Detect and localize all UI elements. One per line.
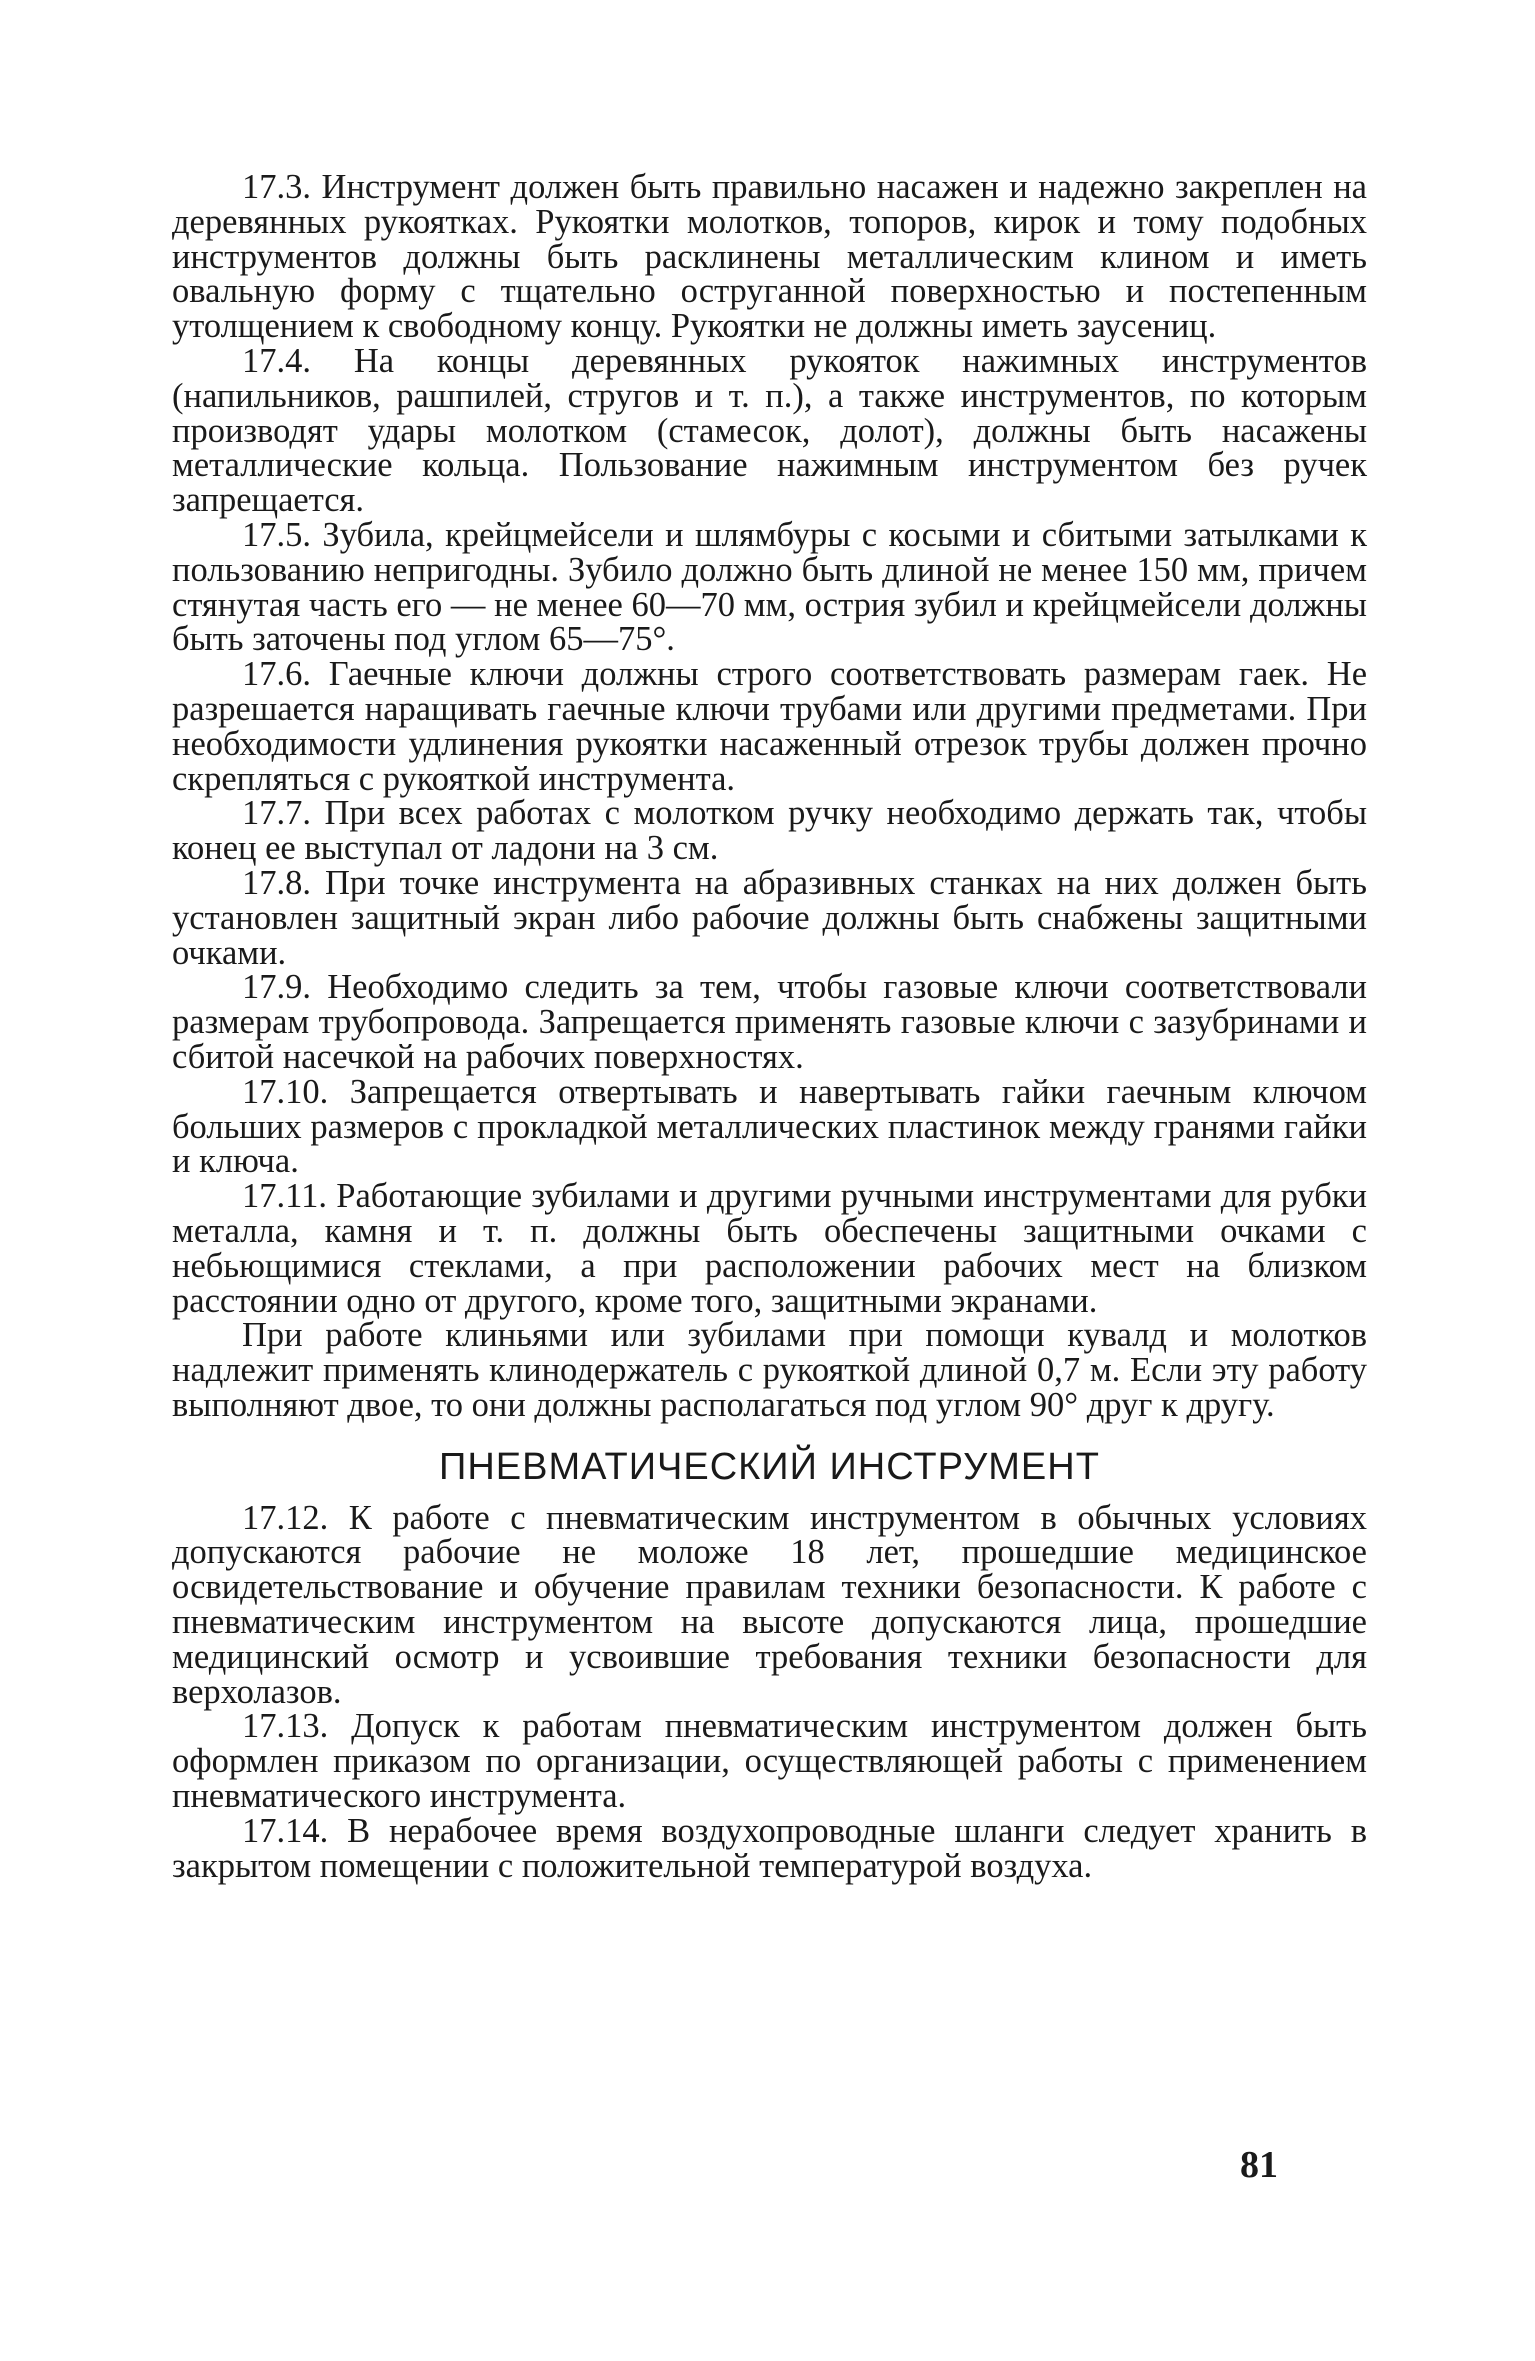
paragraph-17-8 (172, 863, 1367, 972)
clause-number: 17.10. (242, 1072, 329, 1111)
clause-text: При работе клиньями или зубилами при помощи кувалд и молотков надлежит применять клинодержатель с рукояткой длиной 0,7 м. Если эту работу выполняют двое, то они должны располагаться под углом 90° друг к другу. (172, 1316, 1367, 1424)
paragraph-17-13 (172, 1707, 1367, 1816)
clause-number: 17.9. (242, 968, 311, 1007)
clause-text: При точке инструмента на абразивных станках на них должен быть установлен защитный экран либо рабочие должны быть снабжены защитными очками. (172, 863, 1367, 972)
page-number: 81 (1240, 2144, 1278, 2186)
clause-text: Гаечные ключи должны строго соответствовать размерам гаек. Не разрешается наращивать гаечные ключи трубами или другими предметами. При необходимости удлинения рукоятки насаженный отрезок трубы должен прочно скрепляться с рукояткой инструмента. (172, 655, 1368, 798)
clause-number: 17.5. (242, 515, 311, 554)
clause-number: 17.12. (242, 1498, 329, 1537)
paragraph-17-4 (172, 341, 1367, 520)
clause-number: 17.13. (242, 1707, 329, 1746)
clause-text: Работающие зубилами и другими ручными инструментами для рубки металла, камня и т. п. должны быть обеспечены защитными очками с небьющимися стеклами, а при расположении рабочих мест на близком расстоянии одно от другого, кроме того, защитными экранами. (172, 1177, 1367, 1320)
clause-text: Необходимо следить за тем, чтобы газовые ключи соответствовали размерам трубопровода. Запрещается применять газовые ключи с зазубринами и сбитой насечкой на рабочих поверхностях. (172, 968, 1368, 1076)
section-heading: ПНЕВМАТИЧЕСКИЙ ИНСТРУМЕНТ (439, 1445, 1100, 1488)
paragraph-17-12 (172, 1498, 1367, 1711)
clause-text: Запрещается отвертывать и навертывать гайки гаечным ключом больших размеров с прокладкой металлических пластинок между гранями гайки и ключа. (172, 1072, 1368, 1181)
paragraph-17-11 (172, 1179, 1367, 1318)
paragraph-17-14 (172, 1811, 1367, 1885)
paragraph-17-9 (172, 970, 1367, 1074)
clause-text: На концы деревянных рукояток нажимных инструментов (напильников, рашпилей, стругов и т. п.), а также инструментов, по которым производят удары молотком (стамесок, долот), должны быть насажены металлические кольца. Пользование нажимным инструментом без ручек запрещается. (172, 341, 1367, 520)
paragraph-17-11-continued (172, 1318, 1367, 1422)
paragraph-17-6 (172, 657, 1367, 796)
page-body (172, 170, 1367, 1883)
clause-text: Допуск к работам пневматическим инструментом должен быть оформлен приказом по организации, осуществляющей работы с применением пневматического инструмента. (172, 1707, 1367, 1816)
paragraph-17-3 (172, 170, 1367, 344)
clause-text: Зубила, крейцмейсели и шлямбуры с косыми и сбитыми затылками к пользованию непригодны. Зубило должно быть длиной не менее 150 мм, причем стянутая часть его — не менее 60—70 мм, острия зубил и крейцмейсели должны быть заточены под углом 65—75°. (172, 515, 1368, 659)
clause-text: При всех работах с молотком ручку необходимо держать так, чтобы конец ее выступал от ладони на 3 см. (172, 794, 1368, 868)
clause-number: 17.14. (242, 1811, 329, 1850)
paragraph-17-7 (172, 796, 1367, 866)
paragraph-17-10 (172, 1072, 1368, 1181)
clause-text: Инструмент должен быть правильно насажен и надежно закреплен на деревянных рукоятках. Рукоятки молотков, топоров, кирок и тому подобных инструментов должны быть расклинены металлическим клином и иметь овальную форму с тщательно оструганной поверхностью и постепенным утолщением к свободному концу. Рукоятки не должны иметь заусениц. (172, 168, 1367, 346)
clause-text: К работе с пневматическим инструментом в обычных условиях допускаются рабочие не моложе 18 лет, прошедшие медицинское освидетельствование и обучение правилам техники безопасности. К работе с пневматическим инструментом на высоте допускаются лица, прошедшие медицинский осмотр и усвоившие требования техники безопасности для верхолазов. (172, 1498, 1367, 1711)
clause-number: 17.8. (242, 863, 311, 902)
clause-number: 17.4. (242, 341, 311, 380)
clause-number: 17.3. (242, 168, 311, 206)
clause-text: В нерабочее время воздухопроводные шланги следует хранить в закрытом помещении с положительной температурой воздуха. (172, 1811, 1367, 1885)
clause-number: 17.11. (242, 1177, 327, 1216)
clause-number: 17.6. (242, 655, 311, 694)
clause-number: 17.7. (242, 794, 311, 833)
paragraph-17-5 (172, 515, 1368, 659)
